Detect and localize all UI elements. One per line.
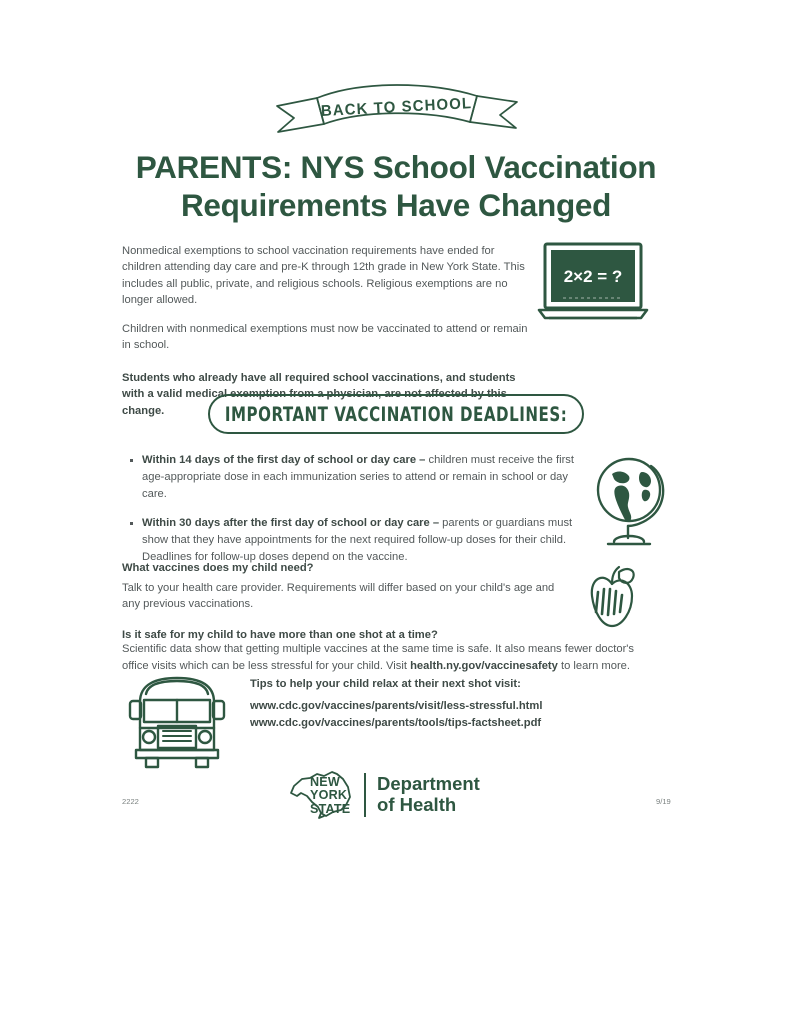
deadline-lead: Within 14 days of the first day of school or day care – <box>142 454 426 466</box>
tips-section <box>250 678 590 732</box>
logo-department-text <box>377 774 480 815</box>
back-to-school-ribbon <box>272 70 522 140</box>
intro-paragraph-2: Children with nonmedical exemptions must now be vaccinated to attend or remain in school. <box>122 322 528 352</box>
deadlines-heading-text: IMPORTANT VACCINATION DEADLINES: <box>224 402 568 426</box>
chalkboard-icon <box>533 240 653 326</box>
school-bus-icon <box>122 672 232 770</box>
nys-doh-logo <box>288 766 508 824</box>
page-title <box>96 148 696 225</box>
deadlines-list <box>128 452 590 579</box>
logo-state-line-3: STATE <box>310 801 351 816</box>
faq-answer-1: Talk to your health care provider. Requirements will differ based on your child's age and any previous vaccinations. <box>122 582 555 611</box>
intro-paragraph-1: Nonmedical exemptions to school vaccination requirements have ended for children attending day care and pre-K through 12th grade in New York State. This includes all public, private, and religious schools. Religious exemptions are no longer allowed. <box>122 245 525 307</box>
chalkboard-illustration <box>533 240 653 326</box>
headline-rest: NYS School Vaccination <box>292 149 657 185</box>
vaccine-safety-link[interactable]: health.ny.gov/vaccinesafety <box>410 659 558 672</box>
faq-section <box>122 562 568 647</box>
apple-illustration <box>578 562 646 632</box>
list-item <box>128 515 590 565</box>
globe-icon <box>588 446 676 550</box>
deadline-rest: children must receive the first age-appropriate dose in each immunization series to attend or remain in school or day care. <box>142 454 574 500</box>
tips-title: Tips to help your child relax at their next shot visit: <box>250 678 521 690</box>
headline-strong: PARENTS: <box>135 149 293 185</box>
ribbon-icon <box>272 70 522 140</box>
headline-line2: Requirements Have Changed <box>180 187 612 224</box>
apple-icon <box>578 562 646 632</box>
faq-question-1: What vaccines does my child need? <box>122 562 314 574</box>
logo-state-line-1: NEW <box>310 775 340 790</box>
logo-divider <box>364 773 366 817</box>
school-bus-illustration <box>122 672 232 770</box>
publication-code-left: 2222 <box>122 797 139 806</box>
tips-link-1[interactable]: www.cdc.gov/vaccines/parents/visit/less-stressful.html <box>250 700 543 712</box>
safety-text-after: to learn more. <box>557 659 631 672</box>
publication-code-right: 9/19 <box>656 797 671 806</box>
ribbon-text: BACK TO SCHOOL <box>320 94 473 121</box>
logo-dept-line-2: of Health <box>377 794 457 815</box>
deadline-rest: parents or guardians must show that they have appointments for the next required follow-up doses for their child. Deadlines for follow-up doses depend on the vaccine. <box>142 517 573 563</box>
logo-dept-line-1: Department <box>377 773 480 795</box>
intro-paragraph-3: Students who already have all required school vaccinations, and students with a valid medical exemption from a physician, are not affected by this change. <box>122 371 516 417</box>
tips-link-2[interactable]: www.cdc.gov/vaccines/parents/tools/tips-factsheet.pdf <box>250 717 542 730</box>
deadlines-heading-pill <box>208 394 584 434</box>
chalkboard-equation: 2×2 = ? <box>563 267 623 286</box>
logo-state-text <box>310 776 350 815</box>
safety-text-before: Scientific data show that getting multiple vaccines at the same time is safe. It also means fewer doctor's office visits which can be less stressful for your child. Visit <box>122 643 635 672</box>
globe-illustration <box>588 446 676 550</box>
faq-answer-2 <box>122 641 662 675</box>
list-item <box>128 452 590 502</box>
faq-question-2: Is it safe for my child to have more than one shot at a time? <box>122 628 438 641</box>
logo-state-line-2: YORK <box>310 788 348 803</box>
deadline-lead: Within 30 days after the first day of school or day care – <box>142 517 440 530</box>
